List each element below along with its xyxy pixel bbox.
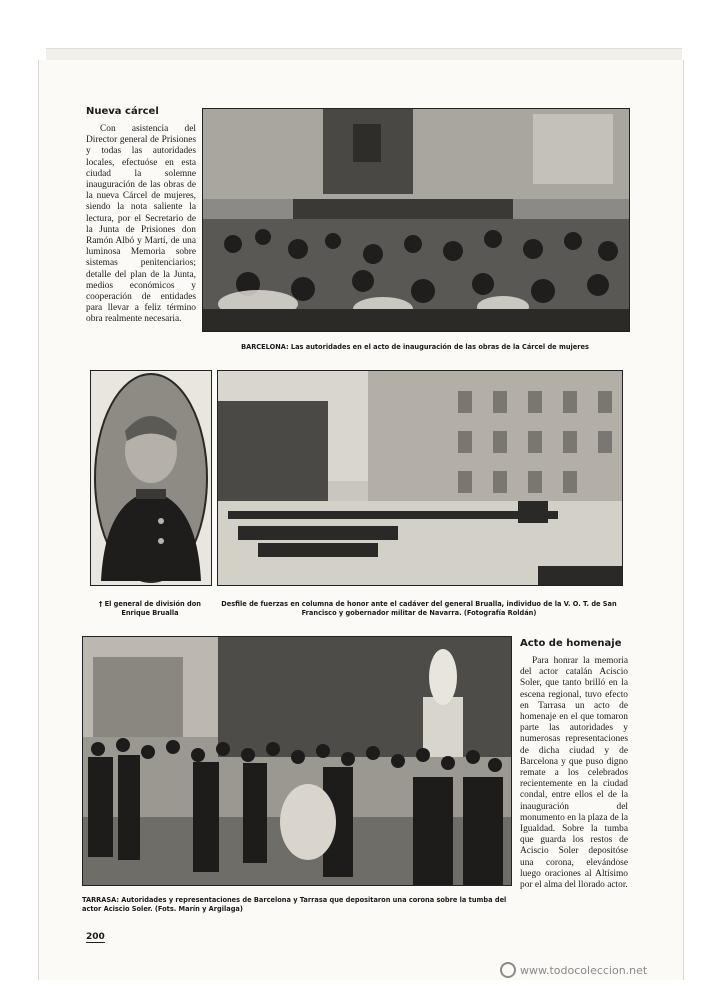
photo-parade (217, 370, 623, 586)
article-body-homenaje: Para honrar la memoria del actor catalán Aciscio Soler, que tanto brilló en la escena regional, tuvo efecto en Tarrasa un acto de homenaje en el que tomaron parte las autoridades y numerosas representaciones de dicha ciudad y de Barcelona y que puso digno remate a los celebrados recientemente en la ciudad condal, entre ellos el de la inauguración del monumento en la plaza de la Igualdad. Sobre la tumba que guarda los restos de Aciscio Soler depositóse una corona, elevándose luego oraciones al Altísimo por el alma del llorado actor. (520, 656, 628, 891)
caption-portrait: † El general de división don Enrique Brualla (99, 600, 201, 617)
todocoleccion-logo-icon (500, 962, 516, 978)
photo-inauguration-ceremony (202, 108, 630, 332)
watermark (500, 962, 647, 978)
photo-portrait-general (90, 370, 212, 586)
article-heading-homenaje: Acto de homenaje (520, 638, 622, 649)
caption-parade: Desfile de fuerzas en columna de honor ante el cadáver del general Brualla, individuo de la V. O. T. de San Francisco y gobernador militar de Navarra. (Fotografía Roldán) (221, 600, 617, 617)
watermark-text: www.todocoleccion.net (520, 963, 648, 977)
article-heading-nueva-carcel: Nueva cárcel (86, 106, 159, 117)
caption-tarrasa: TARRASA: Autoridades y representaciones de Barcelona y Tarrasa que depositaron una corona sobre la tumba del actor Aciscio Soler. (Fots. Marín y Argilaga) (82, 896, 507, 913)
article-body-nueva-carcel: Con asistencia del Director general de Prisiones y todas las autoridades locales, efectuóse en esta ciudad la solemne inauguración de las obras de la nueva Cárcel de mujeres, siendo la nota saliente la lectura, por el Secretario de la Junta de Prisiones don Ramón Albó y Martí, de una luminosa Memoria sobre sistemas penitenciarios; detalle del plan de la Junta, medios económicos y cooperación de entidades para llevar a feliz término obra realmente necesaria. (86, 124, 196, 325)
caption-barcelona: BARCELONA: Las autoridades en el acto de inauguración de las obras de la Cárcel de mujeres (241, 343, 589, 351)
page-number: 200 (86, 932, 105, 942)
photo-tarrasa-homage (82, 636, 512, 886)
